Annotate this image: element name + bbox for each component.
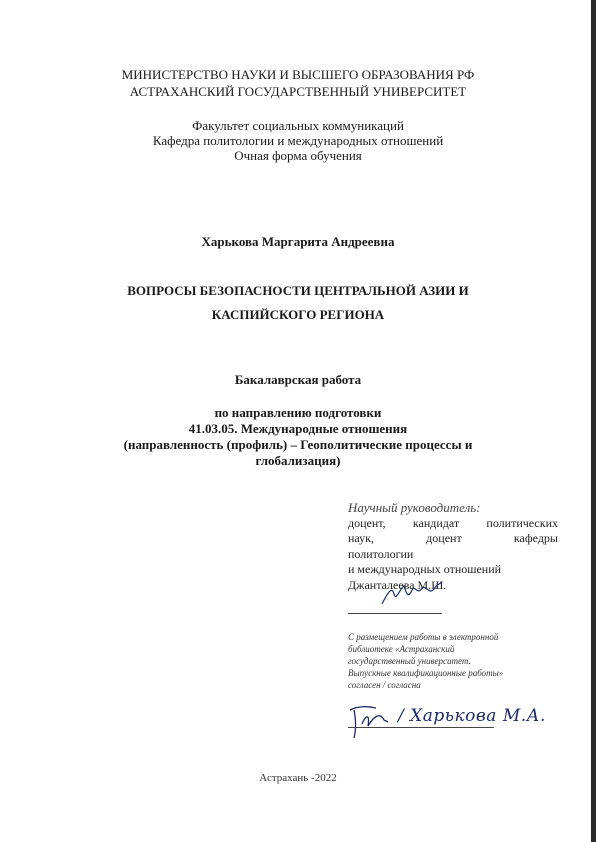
supervisor-line-4: и международных отношений [348, 562, 502, 576]
scan-edge [591, 0, 596, 842]
direction-name: 41.03.05. Международные отношения [188, 421, 408, 436]
supervisor-signature-line [348, 613, 442, 614]
supervisor-line-2: наук, доцент кафедры [348, 531, 558, 545]
university-line: АСТРАХАНСКИЙ ГОСУДАРСТВЕННЫЙ УНИВЕРСИТЕТ [129, 84, 467, 99]
student-signature-line [348, 727, 494, 728]
profile-line-2: глобализация) [255, 453, 341, 468]
thesis-title-line-1: ВОПРОСЫ БЕЗОПАСНОСТИ ЦЕНТРАЛЬНОЙ АЗИИ И [127, 283, 469, 298]
supervisor-name: Джанталеева М.Ш. [348, 577, 447, 592]
supervisor-signature [378, 580, 448, 610]
student-signature-name: / Харькова М.А. [398, 706, 546, 726]
study-form-line: Очная форма обучения [234, 148, 362, 163]
consent-block: С размещением работы в электронной библиотеке «Астраханский государственный университет. Выпускные квалификационные работы» согласен / согласна [348, 632, 504, 690]
supervisor-label: Научный руководитель: [348, 500, 481, 515]
faculty-line: Факультет социальных коммуникаций [192, 118, 404, 133]
thesis-title-line-2: КАСПИЙСКОГО РЕГИОНА [211, 307, 385, 322]
supervisor-line-3: политологии [348, 546, 414, 561]
author-name: Харькова Маргарита Андреевна [201, 234, 395, 249]
profile-line-1: (направленность (профиль) – Геополитические процессы и [123, 437, 473, 452]
ministry-line: МИНИСТЕРСТВО НАУКИ И ВЫСШЕГО ОБРАЗОВАНИЯ РФ [121, 67, 475, 82]
department-line: Кафедра политологии и международных отношений [152, 133, 444, 148]
work-type: Бакалаврская работа [234, 372, 362, 387]
supervisor-line-1: доцент, кандидат политических [348, 515, 558, 530]
student-signature [344, 700, 394, 742]
direction-label: по направлению подготовки [214, 405, 382, 420]
city-year: Астрахань -2022 [259, 772, 337, 784]
